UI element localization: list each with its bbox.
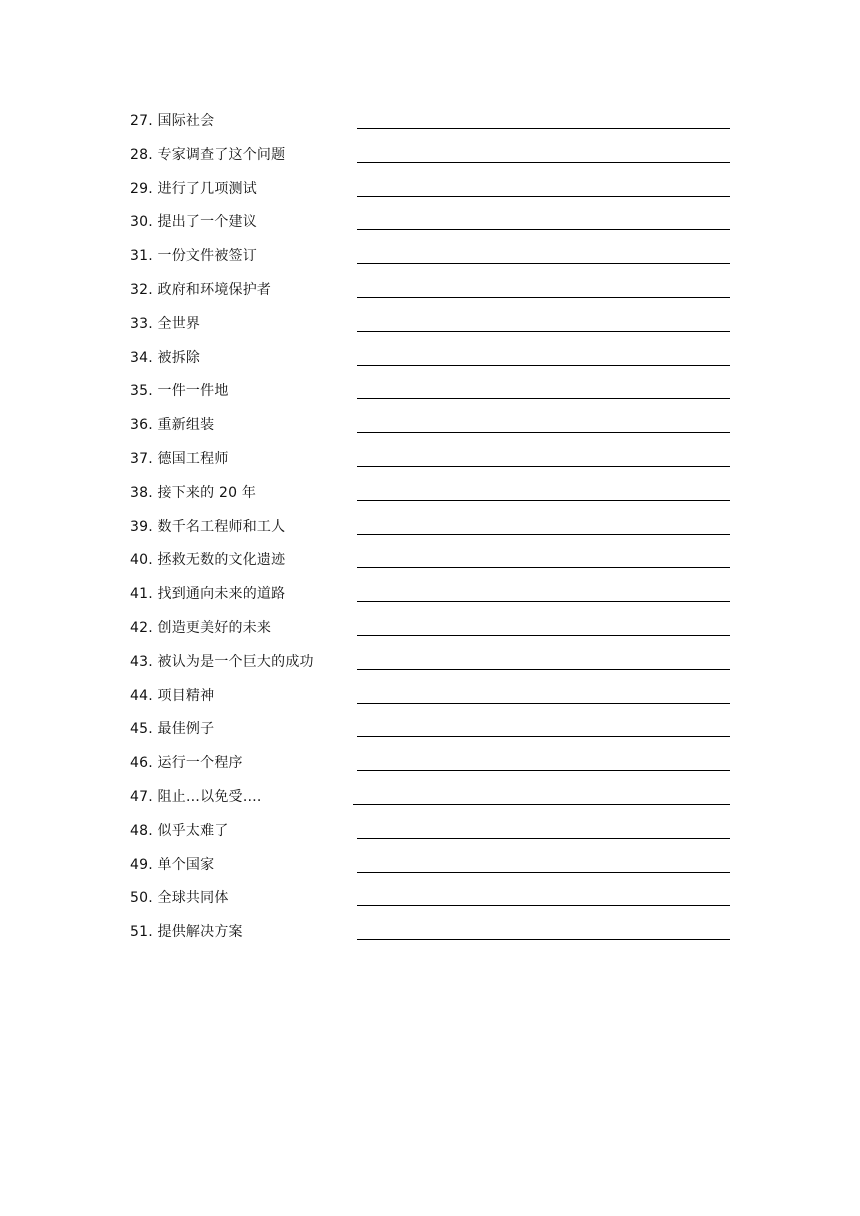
exercise-prompt: 31. 一份文件被签订: [130, 248, 257, 265]
answer-blank[interactable]: [357, 466, 730, 467]
answer-blank[interactable]: [357, 534, 730, 535]
exercise-item: [130, 678, 730, 712]
answer-blank[interactable]: [357, 297, 730, 298]
answer-blank[interactable]: [357, 601, 730, 602]
exercise-item: [130, 610, 730, 644]
exercise-prompt: 34. 被拆除: [130, 349, 201, 366]
exercise-prompt: 50. 全球共同体: [130, 890, 229, 907]
answer-blank[interactable]: [357, 196, 730, 197]
exercise-prompt: 43. 被认为是一个巨大的成功: [130, 653, 314, 670]
answer-blank[interactable]: [357, 567, 730, 568]
exercise-prompt: 51. 提供解决方案: [130, 924, 243, 941]
answer-blank[interactable]: [357, 635, 730, 636]
exercise-prompt: 30. 提出了一个建议: [130, 214, 257, 231]
answer-blank[interactable]: [357, 872, 730, 873]
answer-blank[interactable]: [357, 162, 730, 163]
exercise-prompt: 28. 专家调查了这个问题: [130, 146, 286, 163]
exercise-prompt: 40. 拯救无数的文化遗迹: [130, 552, 286, 569]
answer-blank[interactable]: [357, 500, 730, 501]
exercise-prompt: 49. 单个国家: [130, 856, 215, 873]
exercise-prompt: 33. 全世界: [130, 315, 201, 332]
exercise-item: [130, 880, 730, 914]
exercise-item: [130, 171, 730, 205]
exercise-item: [130, 407, 730, 441]
answer-blank[interactable]: [353, 804, 730, 805]
exercise-item: [130, 204, 730, 238]
exercise-item: [130, 644, 730, 678]
answer-blank[interactable]: [357, 398, 730, 399]
answer-blank[interactable]: [357, 331, 730, 332]
exercise-item: [130, 542, 730, 576]
exercise-prompt: 38. 接下来的 20 年: [130, 484, 257, 501]
exercise-item: [130, 576, 730, 610]
exercise-item: [130, 103, 730, 137]
exercise-prompt: 39. 数千名工程师和工人: [130, 518, 286, 535]
exercise-item: [130, 475, 730, 509]
answer-blank[interactable]: [357, 838, 730, 839]
exercise-prompt: 35. 一件一件地: [130, 383, 229, 400]
exercise-item: [130, 306, 730, 340]
exercise-prompt: 29. 进行了几项测试: [130, 180, 257, 197]
exercise-item: [130, 813, 730, 847]
exercise-prompt: 36. 重新组装: [130, 417, 215, 434]
answer-blank[interactable]: [357, 905, 730, 906]
exercise-prompt: 45. 最佳例子: [130, 721, 215, 738]
exercise-item: [130, 509, 730, 543]
exercise-prompt: 46. 运行一个程序: [130, 755, 243, 772]
exercise-item: [130, 441, 730, 475]
answer-blank[interactable]: [357, 770, 730, 771]
exercise-item: [130, 779, 730, 813]
exercise-item: [130, 847, 730, 881]
exercise-item: [130, 373, 730, 407]
exercise-prompt: 41. 找到通向未来的道路: [130, 586, 286, 603]
answer-blank[interactable]: [357, 229, 730, 230]
exercise-prompt: 48. 似乎太难了: [130, 822, 229, 839]
exercise-prompt: 37. 德国工程师: [130, 450, 229, 467]
answer-blank[interactable]: [357, 263, 730, 264]
exercise-item: [130, 272, 730, 306]
answer-blank[interactable]: [357, 939, 730, 940]
exercise-prompt: 42. 创造更美好的未来: [130, 619, 272, 636]
exercise-prompt: 47. 阻止…以免受….: [130, 788, 262, 805]
exercise-prompt: 27. 国际社会: [130, 113, 215, 129]
exercise-prompt: 44. 项目精神: [130, 687, 215, 704]
answer-blank[interactable]: [357, 432, 730, 433]
answer-blank[interactable]: [357, 365, 730, 366]
exercise-item: [130, 340, 730, 374]
answer-blank[interactable]: [357, 736, 730, 737]
exercise-item: [130, 238, 730, 272]
exercise-list: [130, 103, 730, 948]
exercise-item: [130, 745, 730, 779]
answer-blank[interactable]: [357, 128, 730, 129]
exercise-item: [130, 711, 730, 745]
exercise-item: [130, 914, 730, 948]
answer-blank[interactable]: [357, 669, 730, 670]
exercise-prompt: 32. 政府和环境保护者: [130, 281, 272, 298]
answer-blank[interactable]: [357, 703, 730, 704]
exercise-item: [130, 137, 730, 171]
